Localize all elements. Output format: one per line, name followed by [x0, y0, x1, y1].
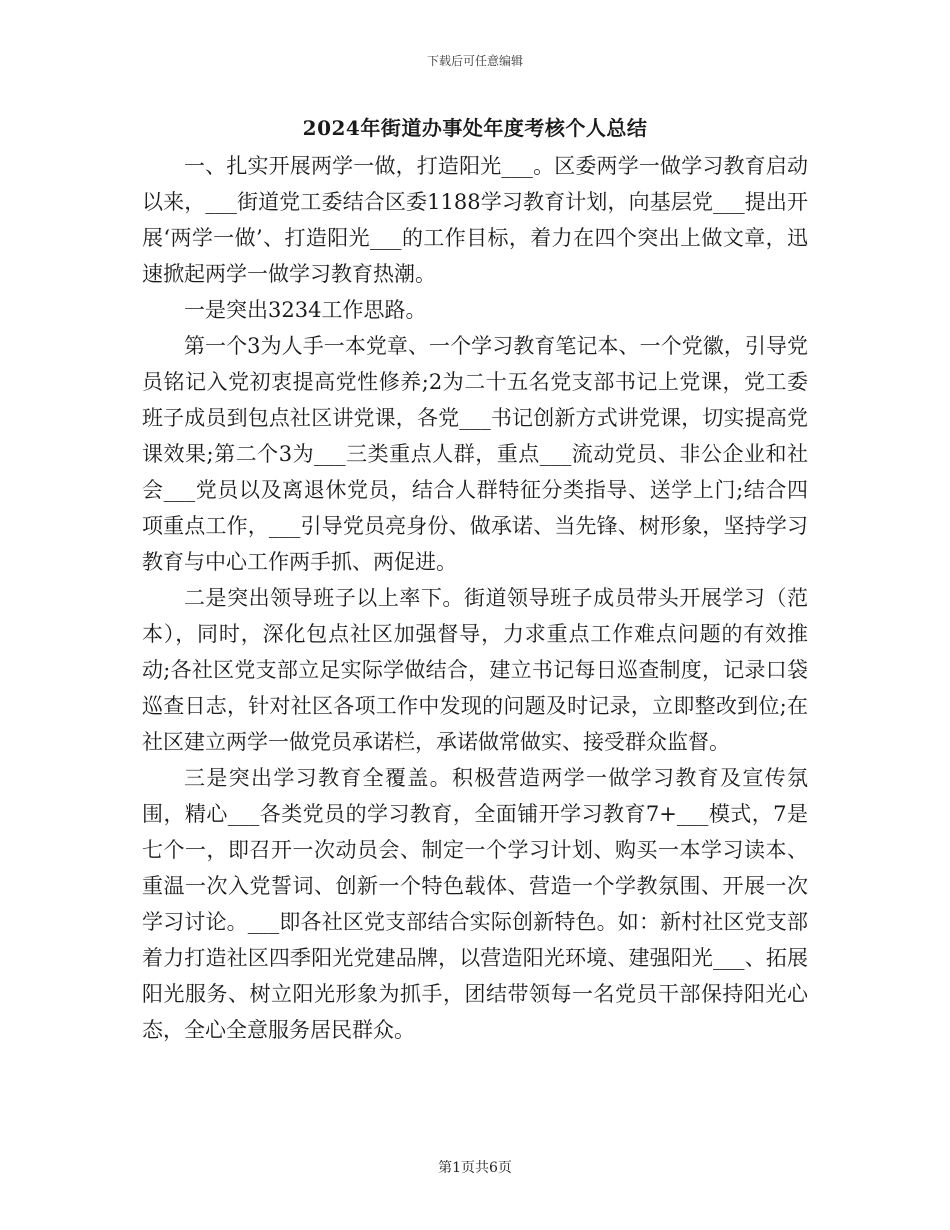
paragraph: 三是突出学习教育全覆盖。积极营造两学一做学习教育及宣传氛围，精心___各类党员的学习教育，全面铺开学习教育7+___模式，7是七个一，即召开一次动员会、制定一个学习计划、购买一本学习读本、重温一次入党誓词、创新一个特色载体、营造一个学教氛围、开展一次学习讨论。___即各社区党支部结合实际创新特色。如：新村社区党支部着力打造社区四季阳光党建品牌，以营造阳光环境、建强阳光___、拓展阳光服务、树立阳光形象为抓手，团结带领每一名党员干部保持阳光心态，全心全意服务居民群众。 [142, 766, 808, 1042]
header-note: 下载后可任意编辑 [426, 54, 523, 68]
paragraph: 一、扎实开展两学一做，打造阳光___。区委两学一做学习教育启动以来，___街道党工委结合区委1188学习教育计划，向基层党___提出开展‘两学一做’、打造阳光___的工作目标，着力在四个突出上做文章，迅速掀起两学一做学习教育热潮。 [142, 154, 808, 286]
page-indicator: 第1页共6页 [438, 1160, 512, 1176]
document-title: 2024年街道办事处年度考核个人总结 [302, 116, 648, 140]
paragraph: 二是突出领导班子以上率下。街道领导班子成员带头开展学习（范本），同时，深化包点社区加强督导，力求重点工作难点问题的有效推动;各社区党支部立足实际学做结合，建立书记每日巡查制度，记录口袋巡查日志，针对社区各项工作中发现的问题及时记录，立即整改到位;在社区建立两学一做党员承诺栏，承诺做常做实、接受群众监督。 [142, 586, 808, 754]
paragraph: 一是突出3234工作思路。 [184, 298, 427, 322]
paragraph: 第一个3为人手一本党章、一个学习教育笔记本、一个党徽，引导党员铭记入党初衷提高党性修养;2为二十五名党支部书记上党课，党工委班子成员到包点社区讲党课，各党___书记创新方式讲党课，切实提高党课效果;第二个3为___三类重点人群，重点___流动党员、非公企业和社会___党员以及离退休党员，结合人群特征分类指导、送学上门;结合四项重点工作，___引导党员亮身份、做承诺、当先锋、树形象，坚持学习教育与中心工作两手抓、两促进。 [142, 334, 808, 574]
document-body [142, 148, 808, 1048]
